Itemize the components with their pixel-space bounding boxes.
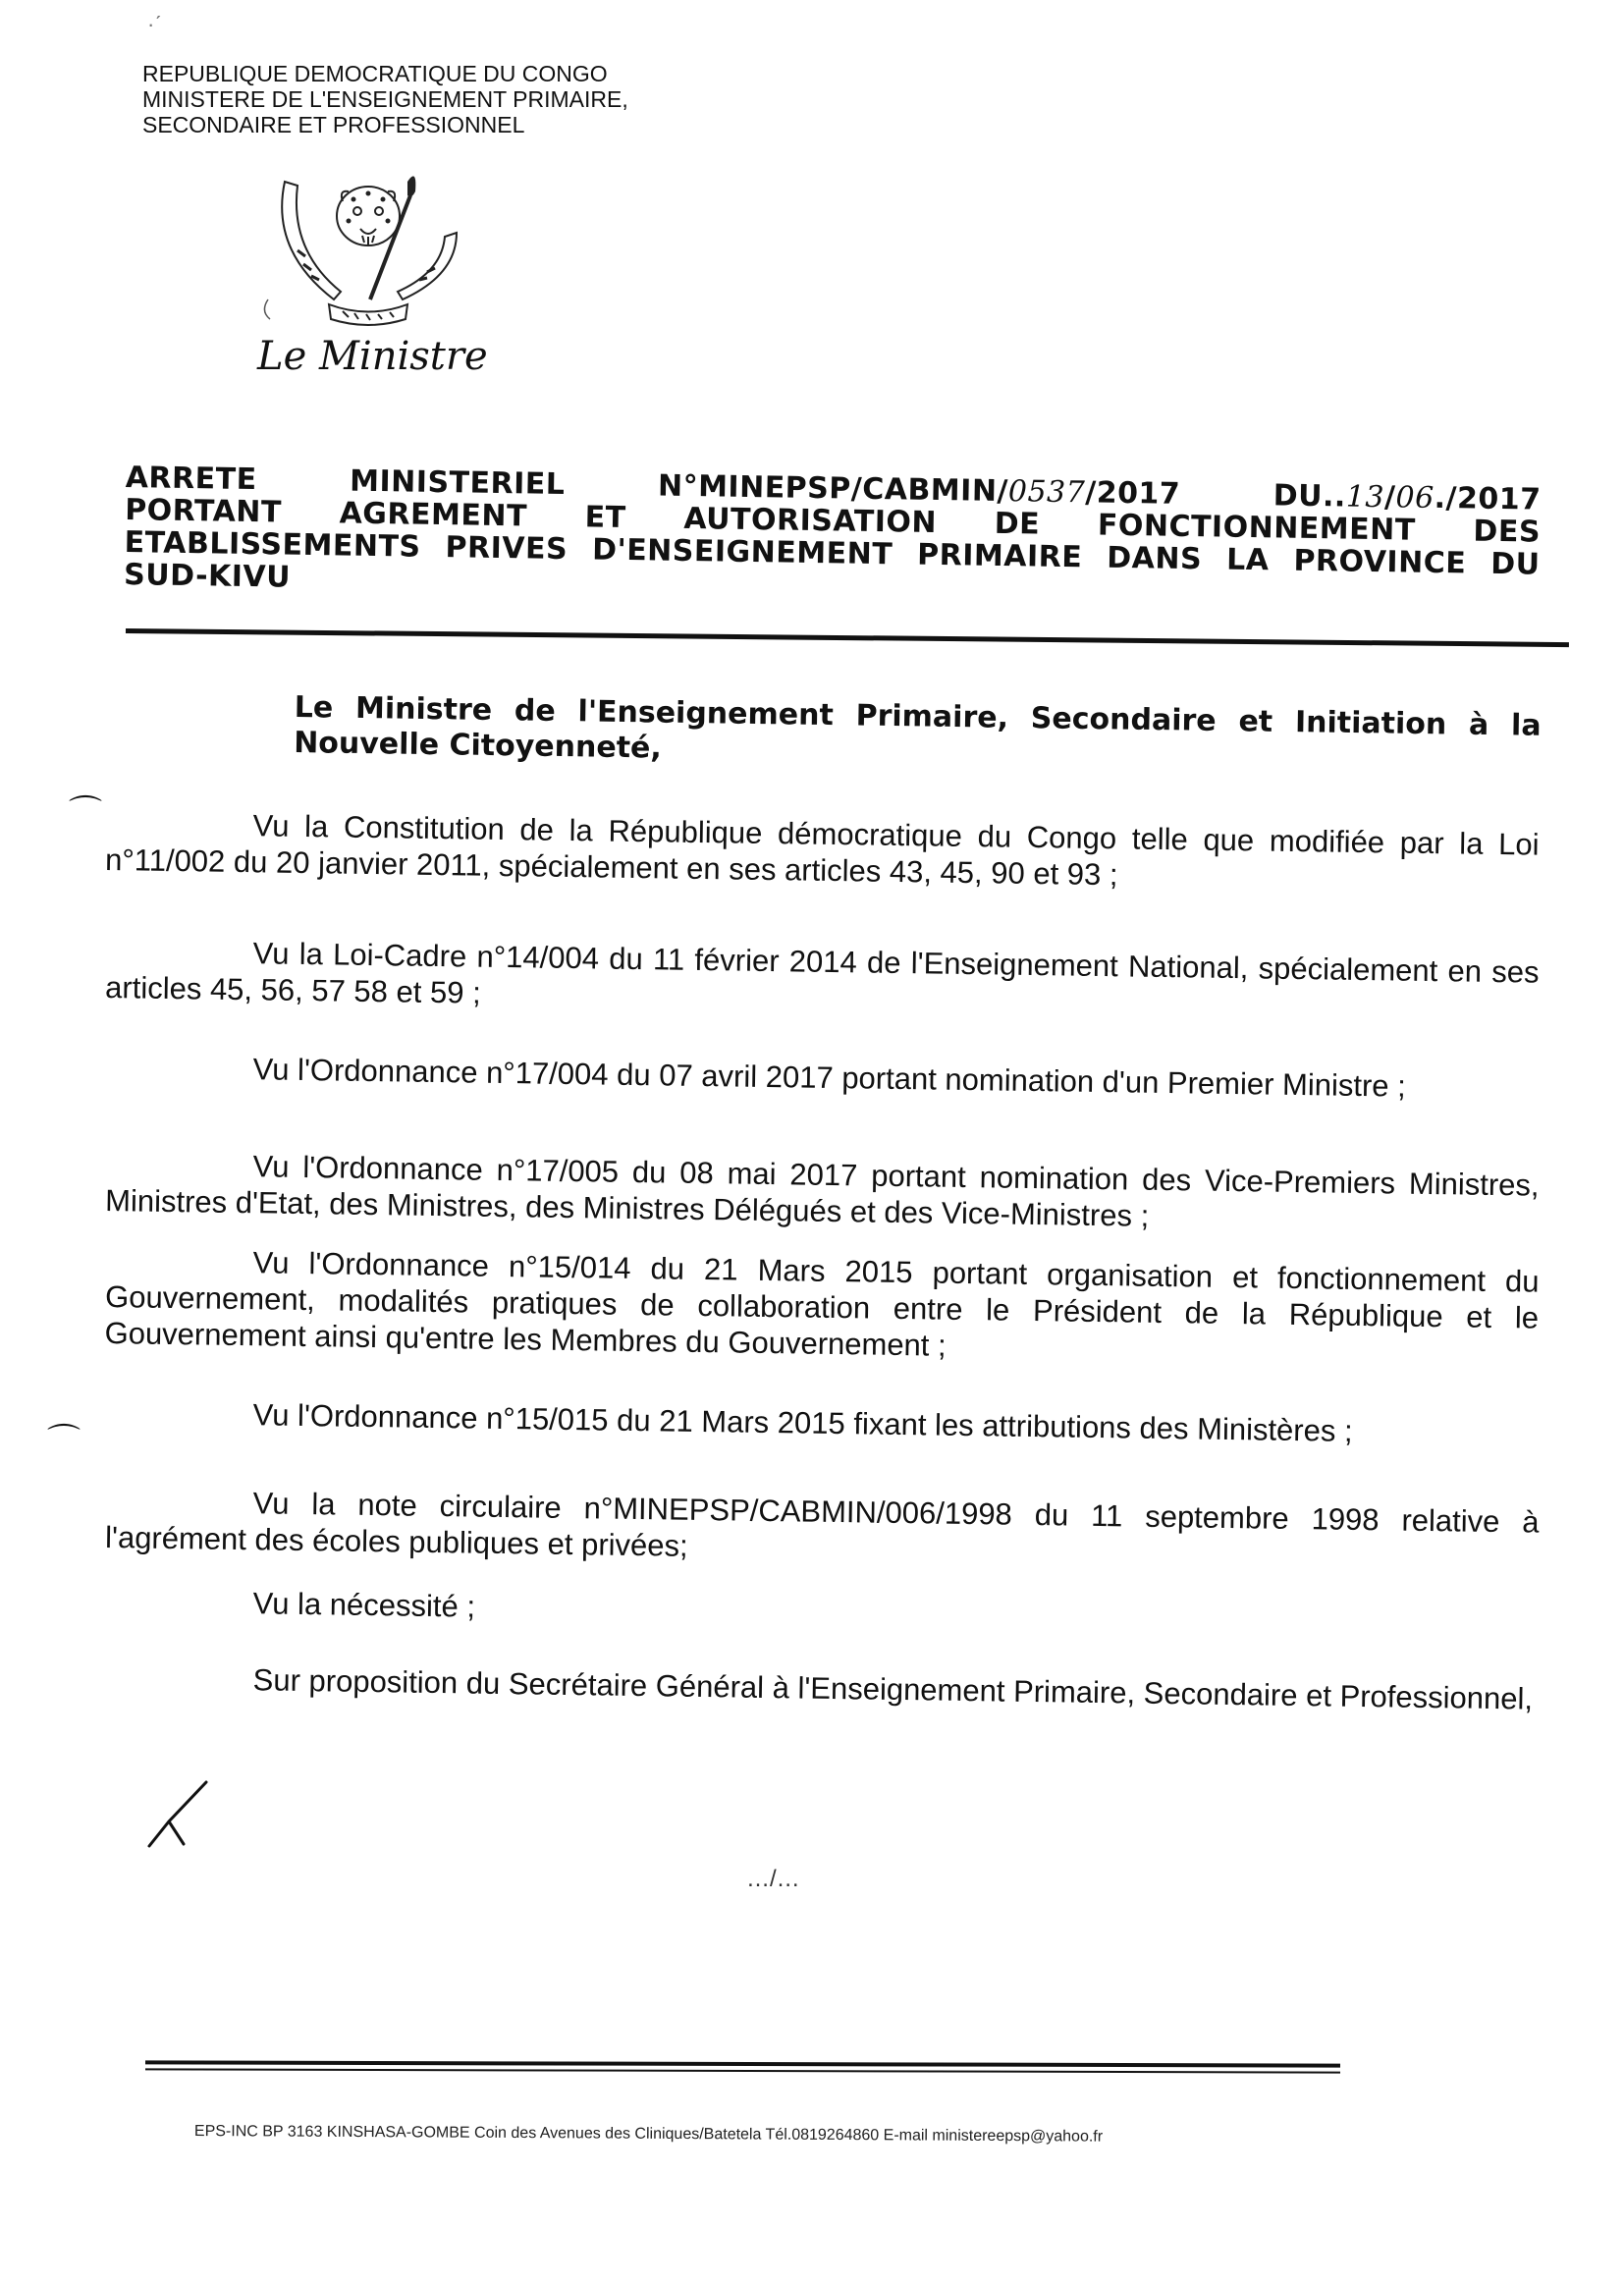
handwritten-month: 06 bbox=[1395, 480, 1435, 516]
minister-intro: Le Ministre de l'Enseignement Primaire, Secondaire et Initiation à la Nouvelle Citoyenneté, bbox=[293, 690, 1542, 766]
title-word: ETABLISSEMENTS bbox=[124, 524, 421, 565]
margin-mark: ⌒ bbox=[69, 794, 102, 832]
country-name: REPUBLIQUE DEMOCRATIQUE DU CONGO bbox=[142, 61, 608, 86]
date-year: ./2017 bbox=[1434, 480, 1542, 517]
title-word: DE bbox=[994, 506, 1041, 542]
title-word: AUTORISATION bbox=[683, 501, 938, 540]
recital-paragraph: Vu la Loi-Cadre n°14/004 du 11 février 2014 de l'Enseignement National, spécialement en ses articles 45, 56, 57 58 et 59 ; bbox=[104, 936, 1540, 1010]
minister-signature-title: Le Ministre bbox=[257, 334, 488, 379]
recital-paragraph: Vu l'Ordonnance n°15/014 du 21 Mars 2015 portant organisation et fonctionnement du Gouvernement, modalités pratiques de collaboration entre le Président de la République et le Gouvernement ainsi qu'entre les Membres du Gouvernement ; bbox=[104, 1245, 1540, 1363]
title-word: AGREMENT bbox=[339, 496, 528, 534]
footer-divider bbox=[145, 2060, 1340, 2067]
title-word: ARRETE bbox=[125, 461, 257, 498]
title-word: SUD-KIVU bbox=[123, 557, 292, 595]
title-word: D'ENSEIGNEMENT bbox=[591, 532, 893, 572]
page-continuation: …/… bbox=[746, 1866, 800, 1892]
handwritten-initial bbox=[130, 1777, 218, 1856]
title-word: DES bbox=[1473, 514, 1542, 550]
title-word: PROVINCE bbox=[1293, 543, 1467, 581]
recital-paragraph: Vu la Constitution de la République démocratique du Congo telle que modifiée par la Loi n°11/002 du 20 janvier 2011, spécialement en ses articles 43, 45, 90 et 93 ; bbox=[104, 808, 1540, 893]
recital-paragraph: Sur proposition du Secrétaire Général à l'Enseignement Primaire, Secondaire et Professionnel, bbox=[252, 1662, 1534, 1716]
date-prefix: DU.. bbox=[1272, 478, 1347, 515]
footer-address: EPS-INC BP 3163 KINSHASA-GOMBE Coin des Avenues des Cliniques/Batetela Tél.0819264860 E-mail ministereepsp@yahoo.fr bbox=[193, 2123, 1104, 2146]
title-word: PRIVES bbox=[445, 530, 568, 568]
recital-paragraph: Vu l'Ordonnance n°15/015 du 21 Mars 2015 fixant les attributions des Ministères ; bbox=[252, 1397, 1353, 1448]
scan-mark: ·ˊ bbox=[147, 12, 162, 36]
title-word: PRIMAIRE bbox=[916, 537, 1083, 575]
decree-title bbox=[124, 462, 1542, 614]
title-word: ET bbox=[584, 500, 626, 536]
letterhead bbox=[142, 61, 731, 137]
ministry-name-line1: MINISTERE DE L'ENSEIGNEMENT PRIMAIRE, bbox=[142, 86, 628, 112]
title-word: MINISTERIEL bbox=[349, 463, 566, 503]
handwritten-day: 13 bbox=[1345, 479, 1385, 516]
recital-paragraph: Vu l'Ordonnance n°17/004 du 07 avril 2017 portant nomination d'un Premier Ministre ; bbox=[252, 1052, 1407, 1104]
title-word: LA bbox=[1225, 542, 1270, 578]
recital-paragraph: Vu la nécessité ; bbox=[252, 1586, 476, 1624]
footer-divider-thin bbox=[145, 2068, 1340, 2073]
congo-coat-of-arms-icon bbox=[260, 162, 476, 334]
ministry-name-line2: SECONDAIRE ET PROFESSIONNEL bbox=[142, 112, 525, 137]
decree-number-prefix: N°MINEPSP/CABMIN/ bbox=[657, 468, 1009, 510]
title-word: FONCTIONNEMENT bbox=[1097, 508, 1416, 548]
title-word: DANS bbox=[1106, 540, 1203, 577]
recital-paragraph: Vu la note circulaire n°MINEPSP/CABMIN/006/1998 du 11 septembre 1998 relative à l'agrément des écoles publiques et privées; bbox=[104, 1486, 1540, 1563]
margin-mark: ⌒ bbox=[47, 1423, 81, 1460]
title-word: PORTANT bbox=[124, 492, 283, 530]
decree-year: /2017 bbox=[1084, 475, 1181, 512]
handwritten-decree-number: 0537 bbox=[1007, 474, 1086, 511]
title-word: DU bbox=[1489, 546, 1541, 582]
title-divider bbox=[126, 628, 1569, 647]
date-separator: / bbox=[1383, 480, 1396, 516]
recital-paragraph: Vu l'Ordonnance n°17/005 du 08 mai 2017 portant nomination des Vice-Premiers Ministres, Ministres d'Etat, des Ministres, des Ministres Délégués et des Vice-Ministres ; bbox=[104, 1149, 1540, 1233]
